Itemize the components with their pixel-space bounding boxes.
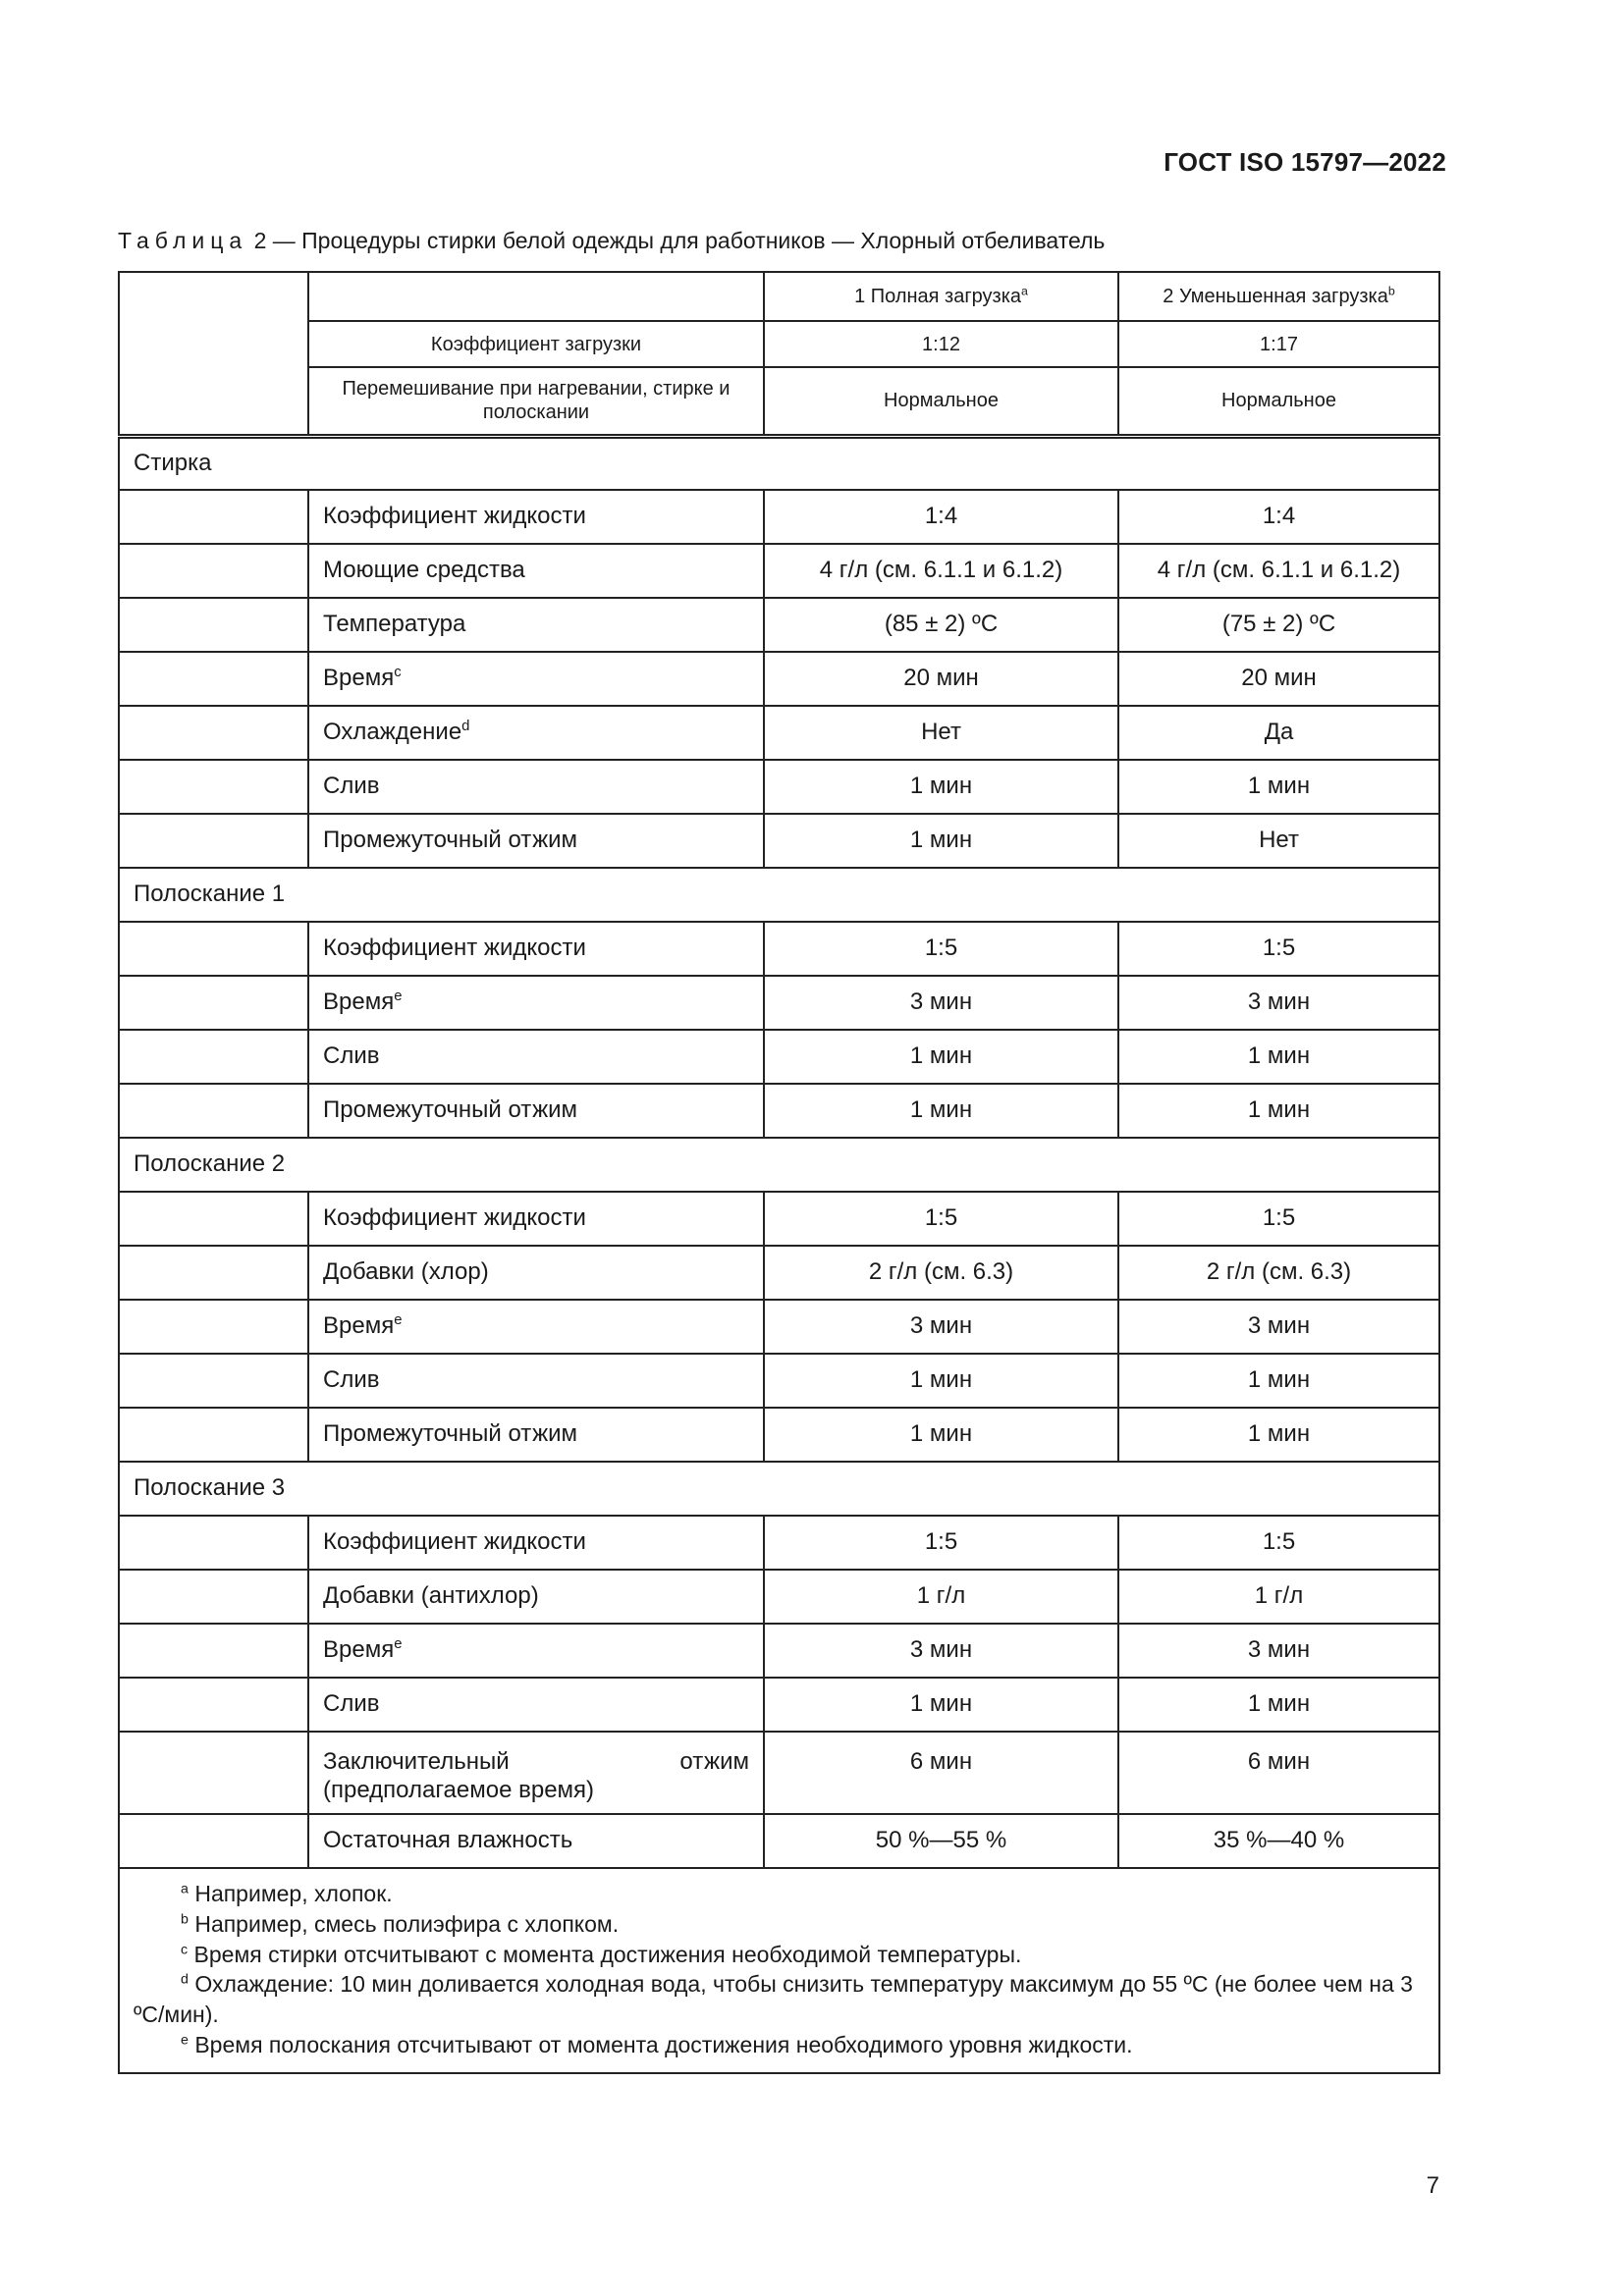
cell-reduced-load: Нормальное — [1118, 367, 1439, 436]
cell-reduced-load: 3 мин — [1118, 1300, 1439, 1354]
cell-full-load: 4 г/л (см. 6.1.1 и 6.1.2) — [764, 544, 1118, 598]
table-row — [119, 976, 1439, 1030]
cell-reduced-load: (75 ± 2) ºC — [1118, 598, 1439, 652]
header-row-columns — [119, 272, 1439, 321]
section-row-wash — [119, 436, 1439, 490]
cell-full-load: 1 мин — [764, 1678, 1118, 1732]
row-label: Коэффициент жидкости — [308, 490, 764, 544]
cell-reduced-load: 20 мин — [1118, 652, 1439, 706]
row-label: Коэффициент загрузки — [308, 321, 764, 367]
cell-reduced-load: 1 мин — [1118, 1084, 1439, 1138]
row-label: Перемешивание при нагревании, стирке и полоскании — [308, 367, 764, 436]
cell-reduced-load: 35 %—40 % — [1118, 1814, 1439, 1868]
row-label: Промежуточный отжим — [308, 1408, 764, 1462]
cell-full-load: 1 мин — [764, 1030, 1118, 1084]
cell-reduced-load: 6 мин — [1118, 1732, 1439, 1814]
cell-full-load: 1 мин — [764, 760, 1118, 814]
row-label: Слив — [308, 1678, 764, 1732]
footnote-b: $^b$ Например, смесь полиэфира с хлопком. — [181, 1910, 620, 1937]
cell-reduced-load: 3 мин — [1118, 976, 1439, 1030]
table-row — [119, 760, 1439, 814]
header-col-reduced-load: 2 Уменьшенная загрузка$^b$ — [1118, 272, 1439, 321]
cell-reduced-load: 1 г/л — [1118, 1570, 1439, 1624]
section-row-rinse-3 — [119, 1462, 1439, 1516]
table-row — [119, 1084, 1439, 1138]
footnote-d: $^d$ Охлаждение: 10 мин доливается холодная вода, чтобы снизить температуру максимум до 55 ºC (не более чем на 3 ºC/мин). — [134, 1971, 1413, 2028]
cell-reduced-load: 4 г/л (см. 6.1.1 и 6.1.2) — [1118, 544, 1439, 598]
row-label: Промежуточный отжим — [308, 1084, 764, 1138]
row-label: Слив — [308, 1354, 764, 1408]
cell-full-load: 1 мин — [764, 1408, 1118, 1462]
row-label: Заключительный отжим (предполагаемое время) — [308, 1732, 764, 1814]
table-row — [119, 814, 1439, 868]
row-label: Коэффициент жидкости — [308, 1192, 764, 1246]
table-row — [119, 1516, 1439, 1570]
table-row — [119, 1354, 1439, 1408]
table-row — [119, 922, 1439, 976]
cell-reduced-load: 1 мин — [1118, 760, 1439, 814]
cell-full-load: 1:5 — [764, 1192, 1118, 1246]
cell-reduced-load: Нет — [1118, 814, 1439, 868]
washing-procedures-table — [118, 271, 1440, 2074]
table-row — [119, 1408, 1439, 1462]
section-title: Полоскание 3 — [119, 1462, 1439, 1516]
cell-reduced-load: 1:5 — [1118, 1516, 1439, 1570]
page-number: 7 — [1426, 2172, 1439, 2199]
table-caption — [118, 228, 1105, 254]
table-row — [119, 490, 1439, 544]
row-label: Слив — [308, 760, 764, 814]
table-row — [119, 1624, 1439, 1678]
table-row — [119, 1732, 1439, 1814]
cell-full-load: 1 мин — [764, 1084, 1118, 1138]
cell-reduced-load: 1 мин — [1118, 1030, 1439, 1084]
cell-reduced-load: 1 мин — [1118, 1678, 1439, 1732]
footnote-c: $^c$ Время стирки отсчитывают с момента достижения необходимой температуры. — [181, 1941, 1022, 1967]
header-col-full-load: 1 Полная загрузка$^a$ — [764, 272, 1118, 321]
footnote-a: $^a$ Например, хлопок. — [181, 1881, 393, 1906]
table-row — [119, 706, 1439, 760]
table-row — [119, 1030, 1439, 1084]
cell-full-load: Нет — [764, 706, 1118, 760]
row-label: Промежуточный отжим — [308, 814, 764, 868]
document-code: ГОСТ ISO 15797—2022 — [1164, 147, 1446, 177]
header-row-agitation — [119, 367, 1439, 436]
cell-reduced-load: 1 мин — [1118, 1408, 1439, 1462]
table-row — [119, 598, 1439, 652]
cell-reduced-load: 1 мин — [1118, 1354, 1439, 1408]
table-row — [119, 1570, 1439, 1624]
row-label: Время$^e$ — [308, 1624, 764, 1678]
row-label: Коэффициент жидкости — [308, 922, 764, 976]
section-title: Полоскание 1 — [119, 868, 1439, 922]
header-empty-label-cell — [308, 272, 764, 321]
table-caption-text: 2 — Процедуры стирки белой одежды для работников — Хлорный отбеливатель — [247, 228, 1106, 253]
cell-full-load: (85 ± 2) ºC — [764, 598, 1118, 652]
row-label: Время$^c$ — [308, 652, 764, 706]
cell-full-load: 6 мин — [764, 1732, 1118, 1814]
section-row-rinse-1 — [119, 868, 1439, 922]
cell-full-load: 1 мин — [764, 814, 1118, 868]
table-row — [119, 1678, 1439, 1732]
cell-reduced-load: 3 мин — [1118, 1624, 1439, 1678]
row-label: Время$^e$ — [308, 1300, 764, 1354]
cell-reduced-load: 1:5 — [1118, 1192, 1439, 1246]
cell-full-load: 3 мин — [764, 1624, 1118, 1678]
row-label: Добавки (хлор) — [308, 1246, 764, 1300]
cell-full-load: 1:5 — [764, 1516, 1118, 1570]
cell-full-load: 1 мин — [764, 1354, 1118, 1408]
cell-reduced-load: Да — [1118, 706, 1439, 760]
cell-reduced-load: 2 г/л (см. 6.3) — [1118, 1246, 1439, 1300]
cell-full-load: Нормальное — [764, 367, 1118, 436]
table-row — [119, 1192, 1439, 1246]
footnotes — [119, 1868, 1439, 2073]
footnote-e: $^e$ Время полоскания отсчитывают от момента достижения необходимого уровня жидкости. — [181, 2032, 1133, 2058]
cell-full-load: 1 г/л — [764, 1570, 1118, 1624]
section-title: Полоскание 2 — [119, 1138, 1439, 1192]
row-label: Охлаждение$^d$ — [308, 706, 764, 760]
header-empty-cell — [119, 272, 308, 436]
cell-full-load: 50 %—55 % — [764, 1814, 1118, 1868]
cell-full-load: 1:4 — [764, 490, 1118, 544]
row-label: Моющие средства — [308, 544, 764, 598]
cell-full-load: 3 мин — [764, 976, 1118, 1030]
cell-reduced-load: 1:17 — [1118, 321, 1439, 367]
cell-reduced-load: 1:5 — [1118, 922, 1439, 976]
cell-full-load: 3 мин — [764, 1300, 1118, 1354]
cell-full-load: 1:5 — [764, 922, 1118, 976]
cell-full-load: 20 мин — [764, 652, 1118, 706]
row-label: Коэффициент жидкости — [308, 1516, 764, 1570]
table-row — [119, 1300, 1439, 1354]
row-label: Температура — [308, 598, 764, 652]
row-label: Добавки (антихлор) — [308, 1570, 764, 1624]
table-row — [119, 544, 1439, 598]
section-row-rinse-2 — [119, 1138, 1439, 1192]
footnotes-row — [119, 1868, 1439, 2073]
section-title: Стирка — [119, 436, 1439, 490]
header-row-load-ratio — [119, 321, 1439, 367]
row-label: Время$^e$ — [308, 976, 764, 1030]
table-caption-prefix: Таблица — [118, 228, 248, 253]
cell-full-load: 2 г/л (см. 6.3) — [764, 1246, 1118, 1300]
table-row-residual-moisture — [119, 1814, 1439, 1868]
row-label: Остаточная влажность — [308, 1814, 764, 1868]
cell-reduced-load: 1:4 — [1118, 490, 1439, 544]
row-label: Слив — [308, 1030, 764, 1084]
cell-full-load: 1:12 — [764, 321, 1118, 367]
table-row — [119, 652, 1439, 706]
table-row — [119, 1246, 1439, 1300]
